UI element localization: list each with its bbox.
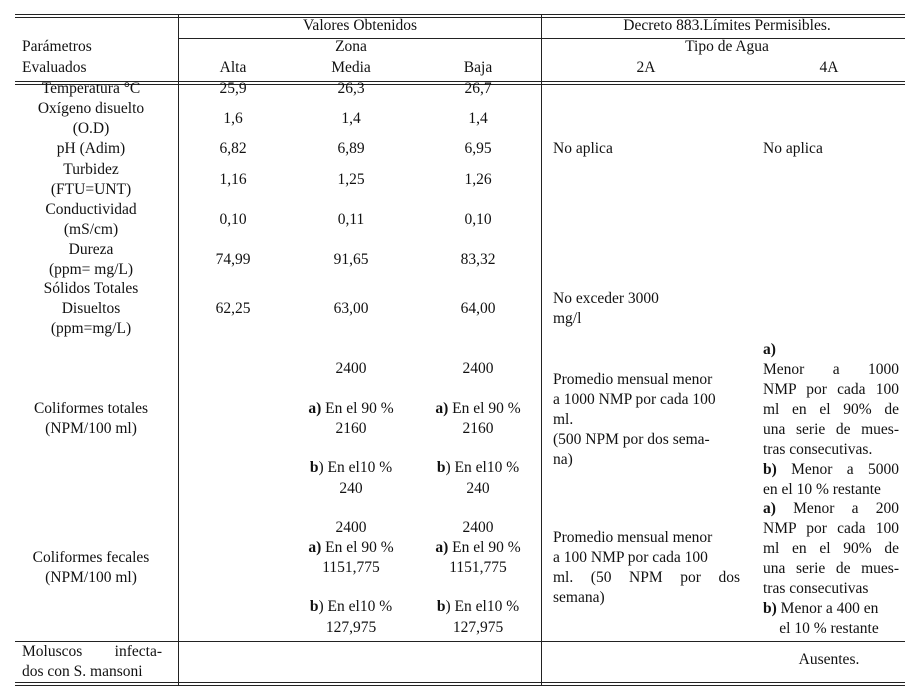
dureza-baja: 83,32 [460, 251, 496, 268]
marker-a: a) [308, 400, 322, 417]
solidos-limit-2a-2: mg/l [553, 310, 582, 327]
coli-totales-baja-a: 2160 [462, 420, 494, 437]
coli-totales-baja-a-label [435, 399, 520, 419]
turbidez-alta: 1,16 [219, 171, 247, 188]
coli-totales-4a-line-3: ml en el 90% de [763, 401, 899, 418]
header-alta: Alta [219, 59, 247, 76]
temperatura-alta: 25,9 [219, 80, 247, 97]
dureza-media: 91,65 [333, 251, 369, 268]
solidos-label-3: (ppm=mg/L) [50, 320, 132, 337]
bottom-rule-2 [15, 685, 905, 686]
top-rule [15, 14, 905, 15]
header-parametros: Parámetros [22, 38, 92, 55]
coli-fecales-label-2: (NPM/100 ml) [45, 569, 137, 586]
coli-fecales-2a-line-3: ml. (50 NPM por dos [553, 569, 740, 586]
coli-fecales-media-b-label: b) En el10 % [309, 598, 393, 615]
coli-totales-2a-line-4: (500 NPM por dos sema- [553, 431, 710, 448]
coli-totales-baja-b-label: b) En el10 % [436, 459, 520, 476]
coli-fecales-2a-line-4: semana) [553, 589, 605, 606]
ph-limit-2a: No aplica [553, 140, 613, 157]
solidos-baja: 64,00 [460, 300, 496, 317]
ph-baja: 6,95 [464, 140, 492, 157]
coli-totales-media-b-label: b) En el10 % [309, 459, 393, 476]
col-divider-2 [541, 14, 542, 686]
solidos-label-2: Disueltos [61, 300, 121, 317]
turbidez-label-2: (FTU=UNT) [50, 181, 132, 198]
coli-fecales-4a-line-2: NMP por cada 100 [763, 520, 899, 537]
coli-fecales-media-a-label: a) En el 90 % [308, 539, 394, 556]
ph-limit-4a: No aplica [763, 140, 823, 157]
a-text: En el 90 % [448, 400, 521, 417]
solidos-alta: 62,25 [215, 300, 251, 317]
coli-totales-4a-line-2: NMP por cada 100 [763, 381, 899, 398]
coli-totales-4a-a: a) [763, 341, 776, 358]
oxigeno-baja: 1,4 [468, 110, 488, 127]
coli-fecales-media-top: 2400 [335, 519, 367, 536]
coli-totales-baja-b: 240 [466, 480, 490, 497]
coli-totales-2a-line-2: a 1000 NMP por cada 100 [553, 391, 716, 408]
coli-totales-media-b: 240 [339, 480, 363, 497]
coli-totales-2a-line-5: na) [553, 451, 573, 468]
header-bottom-rule [15, 81, 905, 82]
header-valores-obtenidos: Valores Obtenidos [302, 17, 418, 34]
conductividad-baja: 0,10 [464, 211, 492, 228]
moluscos-label-2: dos con S. mansoni [22, 663, 143, 680]
temperatura-baja: 26,7 [464, 80, 492, 97]
coli-totales-4a-last: en el 10 % restante [763, 481, 881, 498]
coli-totales-4a-line-1: Menor a 1000 [763, 361, 899, 378]
coli-totales-4a-b: b) Menor a 5000 [763, 461, 899, 478]
coli-totales-label-2: (NPM/100 ml) [45, 420, 137, 437]
header-baja: Baja [463, 59, 493, 76]
coli-totales-media-a-label [308, 399, 393, 419]
conductividad-media: 0,11 [337, 211, 365, 228]
moluscos-label-1: Moluscos infecta- [22, 643, 162, 660]
oxigeno-label-2: (O.D) [72, 120, 110, 137]
coli-totales-2a-line-1: Promedio mensual menor [553, 371, 713, 388]
coli-totales-2a-line-3: ml. [553, 411, 574, 428]
coli-fecales-baja-b: 127,975 [452, 619, 504, 636]
coli-totales-media-a: 2160 [335, 420, 367, 437]
turbidez-media: 1,25 [337, 171, 365, 188]
coli-fecales-label-1: Coliformes fecales [32, 549, 150, 566]
coli-totales-media-top: 2400 [335, 360, 367, 377]
coli-fecales-4a-b: b) Menor a 400 en [763, 600, 879, 617]
header-2a: 2A [636, 59, 656, 76]
coli-fecales-4a-line-4: una serie de mues- [763, 560, 899, 577]
conductividad-alta: 0,10 [219, 211, 247, 228]
header-tipo-agua: Tipo de Agua [685, 38, 769, 55]
oxigeno-label-1: Oxígeno disuelto [37, 100, 145, 117]
coli-totales-4a-line-5: tras consecutivas. [763, 441, 873, 458]
temperatura-media: 26,3 [337, 80, 365, 97]
oxigeno-media: 1,4 [341, 110, 361, 127]
coli-fecales-4a-line-1: a) Menor a 200 [763, 500, 899, 517]
coli-fecales-baja-top: 2400 [462, 519, 494, 536]
solidos-limit-2a-1: No exceder 3000 [553, 290, 659, 307]
solidos-label-1: Sólidos Totales [43, 280, 139, 297]
marker-a: a) [435, 400, 449, 417]
coli-totales-baja-top: 2400 [462, 360, 494, 377]
moluscos-limit-4a: Ausentes. [798, 651, 860, 668]
coli-fecales-4a-line-5: tras consecutivas [763, 580, 869, 597]
conductividad-label-1: Conductividad [45, 201, 137, 218]
header-media: Media [331, 59, 371, 76]
temperatura-label: Temperatura °C [41, 80, 141, 97]
coli-fecales-4a-last: el 10 % restante [779, 620, 879, 637]
dureza-label-2: (ppm= mg/L) [48, 261, 134, 278]
ph-alta: 6,82 [219, 140, 247, 157]
header-bottom-rule-2 [15, 84, 905, 85]
ph-media: 6,89 [337, 140, 365, 157]
coli-fecales-4a-line-3: ml en el 90% de [763, 540, 899, 557]
turbidez-baja: 1,26 [464, 171, 492, 188]
ph-label: pH (Adim) [56, 140, 126, 157]
dureza-alta: 74,99 [215, 251, 251, 268]
header-4a: 4A [819, 59, 839, 76]
coli-totales-label-1: Coliformes totales [33, 400, 149, 417]
coli-fecales-baja-a-label: a) En el 90 % [435, 539, 521, 556]
coli-fecales-baja-a: 1151,775 [449, 559, 507, 576]
dureza-label-1: Dureza [68, 241, 114, 258]
col-divider-1 [178, 14, 179, 686]
coli-totales-4a-line-4: una serie de mues- [763, 421, 899, 438]
solidos-media: 63,00 [333, 300, 369, 317]
coli-fecales-media-a: 1151,775 [322, 559, 380, 576]
header-decreto: Decreto 883.Límites Permisibles. [623, 17, 831, 34]
coli-fecales-media-b: 127,975 [325, 619, 377, 636]
turbidez-label-1: Turbidez [63, 161, 119, 178]
oxigeno-alta: 1,6 [223, 110, 243, 127]
bottom-rule [15, 682, 905, 683]
header-zona: Zona [335, 38, 367, 55]
a-text: En el 90 % [321, 400, 394, 417]
conductividad-label-2: (mS/cm) [63, 221, 119, 238]
coli-fecales-baja-b-label: b) En el10 % [436, 598, 520, 615]
header-evaluados: Evaluados [22, 59, 87, 76]
coli-fecales-2a-line-2: a 100 NMP por cada 100 [553, 549, 708, 566]
coli-fecales-2a-line-1: Promedio mensual menor [553, 529, 713, 546]
